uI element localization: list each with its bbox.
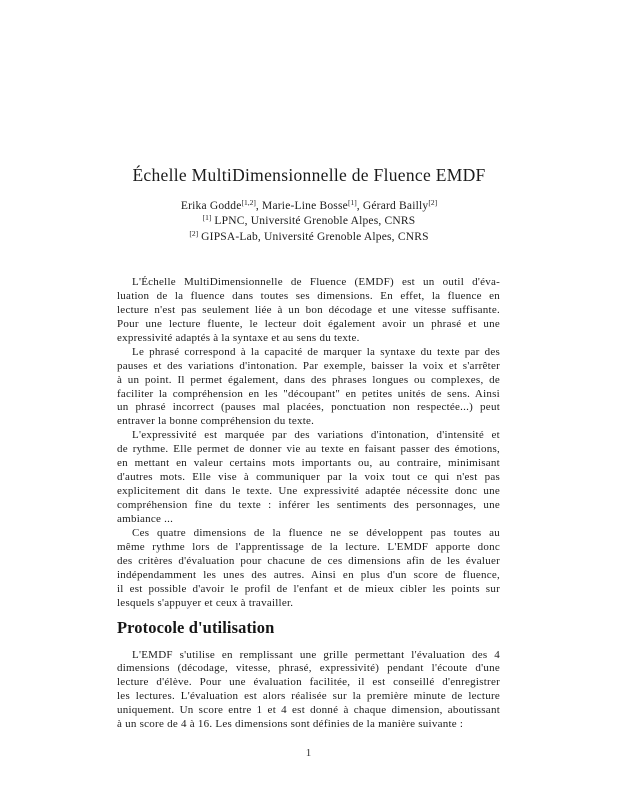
author-block (0, 199, 618, 245)
text-line: expressivité adaptés à la syntaxe et au sens du texte. (117, 331, 360, 344)
text-line: d'autres mots. Elle vise à communiquer par la voix tout ce qui n'est pas (117, 471, 500, 484)
text-line: un phrasé incorrect (pauses mal placées, ponctuation non respectée...) peut (117, 401, 500, 414)
section-heading: Protocole d'utilisation (117, 617, 275, 637)
text-line: de rythme. Elle permet de donner vie au texte en faisant passer des émotions, (117, 443, 500, 456)
text-line: L'EMDF s'utilise en remplissant une grille permettant l'évaluation des 4 (132, 648, 500, 661)
text-line: Le phrasé correspond à la capacité de marquer la syntaxe du texte par des (132, 345, 500, 358)
text-line: pauses et des variations d'intonation. Par exemple, baisser la voix et s'arrêter (117, 359, 500, 372)
text-line: L'expressivité est marquée par des variations d'intonation, d'intensité et (132, 429, 500, 442)
author-superscript: [1] (347, 198, 357, 207)
text-line: lecture d'élève. Pour une évaluation facilitée, il est conseillé d'enregistrer (117, 676, 500, 689)
text-line: à un score de 4 à 16. Les dimensions sont définies de la manière suivante : (117, 718, 464, 731)
author-superscript: [1,2] (241, 198, 256, 207)
author-text: GIPSA-Lab, Université Grenoble Alpes, CNRS (198, 230, 429, 243)
text-line: lecture n'est pas seulement liée à un bon décodage et une vitesse suffisante. (117, 303, 500, 316)
author-superscript: [2] (189, 228, 199, 238)
text-line: en mettant en valeur certains mots importants ou, au contraire, minimisant (117, 457, 500, 470)
text-line: compréhension fine du texte : inférer les sentiments des personnages, une (117, 499, 500, 511)
text-line: ambiance ... (117, 512, 174, 525)
author-line (0, 199, 618, 214)
paragraph (117, 649, 500, 733)
text-line: les lectures. L'évaluation est alors réalisée sur la première minute de lecture (117, 690, 500, 703)
author-superscript: [2] (428, 198, 438, 207)
text-line: Pour une lecture fluente, le lecteur doit également avoir un phrasé et une (117, 317, 500, 330)
text-line: dimensions (décodage, vitesse, phrasé, expressivité) pendant l'écoute d'une (117, 662, 500, 675)
author-text: Erika Godde (180, 200, 242, 212)
body-text (117, 276, 500, 732)
author-superscript: [1] (202, 213, 212, 223)
author-line (0, 230, 618, 245)
text-line: faciliter la compréhension en les "découpant" en petites unités de sens. Ainsi (117, 387, 500, 400)
author-text: , Gérard Bailly (356, 200, 429, 212)
text-line: uniquement. Un score entre 1 et 4 est donné à chaque dimension, aboutissant (117, 704, 500, 717)
text-line: même rythme lors de l'apprentissage de la lecture. L'EMDF apporte donc (117, 540, 500, 553)
text-line: à un point. Il permet également, dans des phrases longues ou complexes, de (117, 373, 500, 386)
text-line: L'Échelle MultiDimensionnelle de Fluence (EMDF) est un outil d'éva- (132, 276, 500, 288)
paragraph (117, 527, 500, 611)
paper-title: Échelle MultiDimensionnelle de Fluence EMDF (132, 165, 486, 185)
text-line: indépendamment les unes des autres. Ainsi en plus d'un score de fluence, (117, 568, 500, 581)
text-line: Ces quatre dimensions de la fluence ne se développent pas toutes au (132, 526, 500, 539)
text-line: entraver la bonne compréhension du texte. (117, 415, 315, 428)
author-text: , Marie-Line Bosse (255, 200, 348, 212)
paragraph (117, 276, 500, 346)
text-line: lesquels s'appuyer et ceux à travailler. (117, 596, 294, 609)
paragraph (117, 429, 500, 527)
page-number: 1 (305, 747, 312, 759)
paragraph (117, 346, 500, 430)
author-text: LPNC, Université Grenoble Alpes, CNRS (211, 215, 416, 228)
text-line: explicitement dit dans le texte. Une expressivité adaptée nécessite donc une (117, 485, 500, 498)
text-line: il est possible d'avoir le profil de l'enfant et de mieux cibler les points sur (117, 582, 500, 595)
author-line (0, 214, 618, 229)
text-line: des critères d'évaluation pour chacune de ces dimensions afin de les évaluer (117, 554, 500, 567)
text-line: luation de la fluence dans toutes ses dimensions. En effet, la fluence en (117, 289, 500, 302)
